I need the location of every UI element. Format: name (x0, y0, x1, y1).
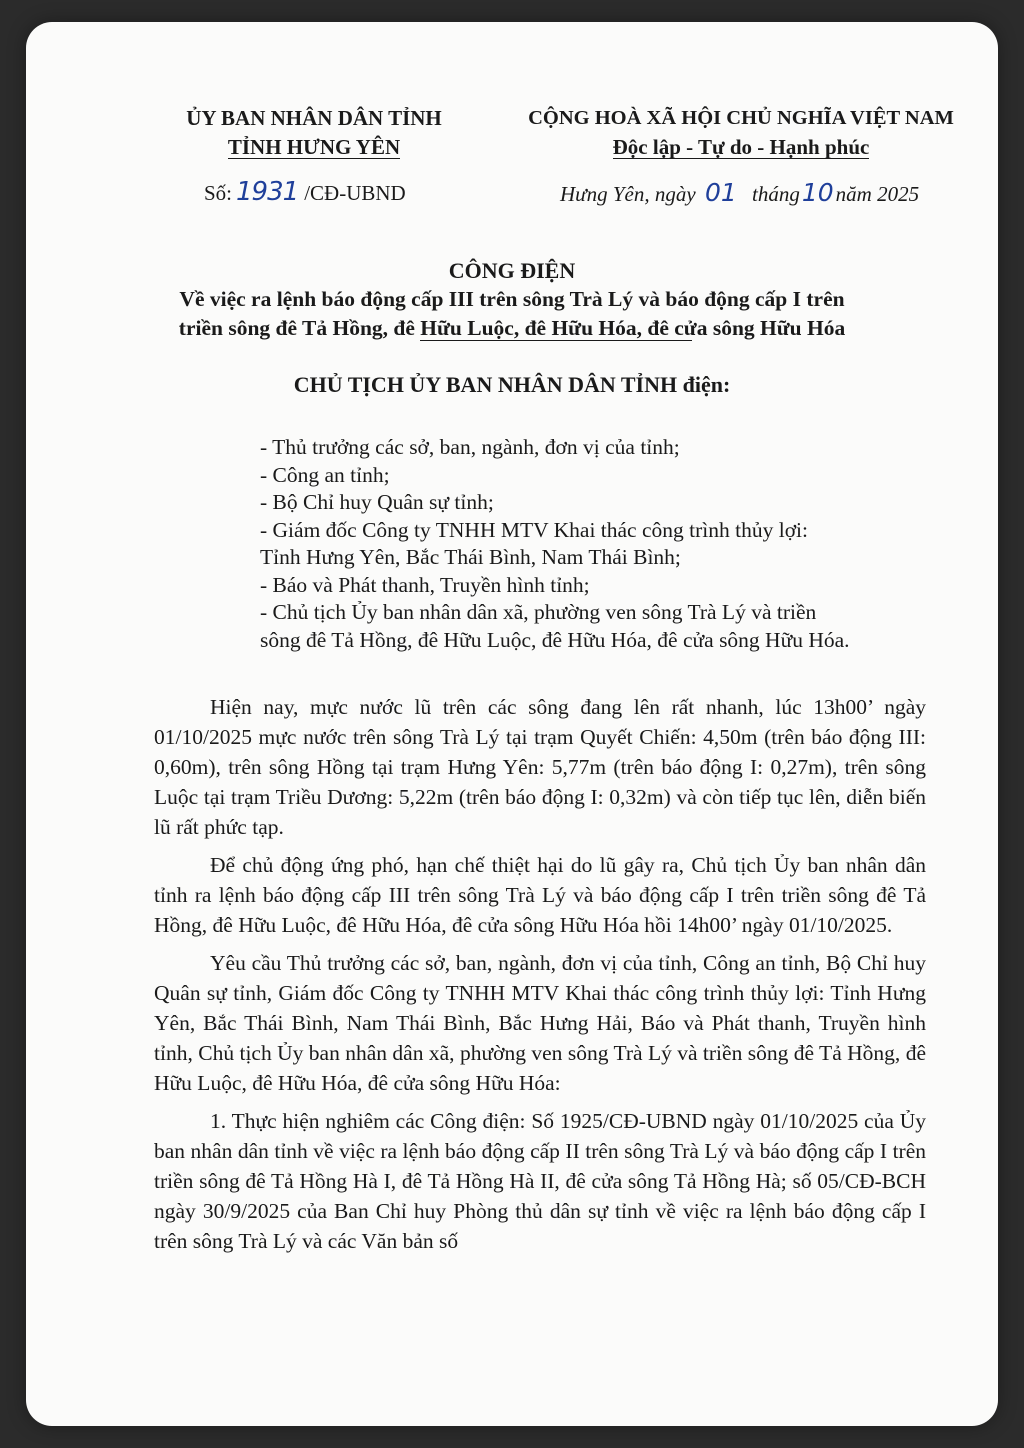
doc-no-suffix: /CĐ-UBND (304, 181, 406, 205)
issuer-line-1: ỦY BAN NHÂN DÂN TỈNH (186, 106, 442, 130)
document-subject (26, 285, 998, 343)
recipient-item: Tỉnh Hưng Yên, Bắc Thái Bình, Nam Thái Bình; (260, 545, 681, 569)
country-name: CỘNG HOÀ XÃ HỘI CHỦ NGHĨA VIỆT NAM (528, 107, 954, 129)
date-year: năm 2025 (835, 182, 920, 206)
date-month-label: tháng (752, 182, 800, 206)
document-body (154, 692, 926, 1264)
addresser-line: CHỦ TỊCH ỦY BAN NHÂN DÂN TỈNH điện: (293, 372, 731, 397)
national-motto: Độc lập - Tự do - Hạnh phúc (612, 135, 870, 159)
date-day: 01 (704, 178, 737, 207)
doc-no-handwritten: 1931 (236, 177, 299, 207)
recipient-list (260, 434, 920, 654)
document-page (26, 22, 998, 1426)
body-paragraph: 1. Thực hiện nghiêm các Công điện: Số 1925/CĐ-UBND ngày 01/10/2025 của Ủy ban nhân dân tỉnh về việc ra lệnh báo động cấp II trên sông Trà Lý và báo động cấp I trên triền sông đê Tả Hồng Hà I, đê Tả Hồng Hà II, đê cửa sông Tả Hồng Hà; số 05/CĐ-BCH ngày 30/9/2025 của Ban Chỉ huy Phòng thủ dân sự tỉnh về việc ra lệnh báo động cấp I trên sông Trà Lý và các Văn bản số (154, 1109, 926, 1253)
recipient-item: - Bộ Chỉ huy Quân sự tỉnh; (260, 490, 494, 514)
recipient-item: - Thủ trưởng các sở, ban, ngành, đơn vị của tỉnh; (260, 435, 680, 459)
subject-line-2: triền sông đê Tả Hồng, đê Hữu Luộc, đê Hữu Hóa, đê cửa sông Hữu Hóa (178, 316, 846, 340)
doc-no-prefix: Số: (204, 181, 233, 205)
issuer-block (154, 104, 474, 162)
national-motto-block (496, 104, 986, 162)
recipient-item: - Giám đốc Công ty TNHH MTV Khai thác công trình thủy lợi: (260, 517, 809, 542)
subject-line-1: Về việc ra lệnh báo động cấp III trên sông Trà Lý và báo động cấp I trên (179, 287, 845, 311)
document-title: CÔNG ĐIỆN (448, 258, 576, 283)
recipient-item: - Chủ tịch Ủy ban nhân dân xã, phường ven sông Trà Lý và triền (260, 600, 817, 624)
body-paragraph: Hiện nay, mực nước lũ trên các sông đang lên rất nhanh, lúc 13h00’ ngày 01/10/2025 mực nước trên sông Trà Lý tại trạm Quyết Chiến: 4,50m (trên báo động III: 0,60m), trên sông Hồng tại trạm Hưng Yên: 5,77m (trên báo động I: 0,27m), trên sông Luộc tại trạm Triều Dương: 5,22m (trên báo động I: 0,32m) và còn tiếp tục lên, diễn biến lũ rất phức tạp. (154, 695, 926, 839)
recipient-item: sông đê Tả Hồng, đê Hữu Luộc, đê Hữu Hóa, đê cửa sông Hữu Hóa. (260, 627, 850, 652)
date-month: 10 (801, 178, 834, 207)
date-place: Hưng Yên, ngày (560, 182, 696, 206)
date-line (560, 178, 990, 209)
issuer-line-2: TỈNH HƯNG YÊN (227, 135, 401, 159)
recipient-item: - Công an tỉnh; (260, 462, 390, 487)
body-paragraph: Để chủ động ứng phó, hạn chế thiệt hại do lũ gây ra, Chủ tịch Ủy ban nhân dân tỉnh ra lệnh báo động cấp III trên sông Trà Lý và báo động cấp I trên triền sông đê Tả Hồng, đê Hữu Luộc, đê Hữu Hóa, đê cửa sông Hữu Hóa hồi 14h00’ ngày 01/10/2025. (154, 853, 926, 937)
recipient-item: - Báo và Phát thanh, Truyền hình tỉnh; (260, 572, 590, 597)
document-number (204, 178, 504, 208)
subject-underline (420, 340, 692, 341)
body-paragraph: Yêu cầu Thủ trưởng các sở, ban, ngành, đơn vị của tỉnh, Công an tỉnh, Bộ Chỉ huy Quân sự tỉnh, Giám đốc Công ty TNHH MTV Khai thác công trình thủy lợi: Tỉnh Hưng Yên, Bắc Thái Bình, Nam Thái Bình, Bắc Hưng Hải, Báo và Phát thanh, Truyền hình tỉnh, Chủ tịch Ủy ban nhân dân xã, phường ven sông Trà Lý và triền sông đê Tả Hồng, đê Hữu Luộc, đê Hữu Hóa, đê cửa sông Hữu Hóa: (154, 951, 926, 1095)
